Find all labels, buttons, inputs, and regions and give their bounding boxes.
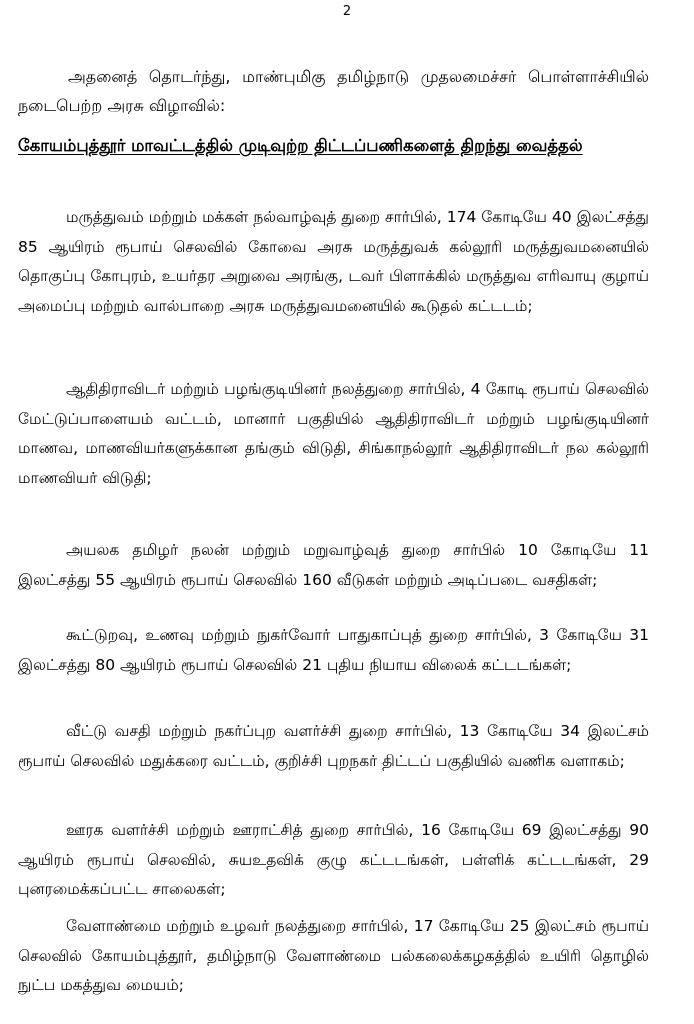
- paragraph-overseas-tamils: அயலக தமிழர் நலன் மற்றும் மறுவாழ்வுத் துறை சார்பில் 10 கோடியே 11 இலட்சத்து 55 ஆயிரம் ரூபாய் செலவில் 160 வீடுகள் மற்றும் அடிப்படை வசதிகள்;: [18, 541, 649, 589]
- section-heading: கோயம்புத்தூர் மாவட்டத்தில் முடிவுற்ற திட்டப்பணிகளைத் திறந்து வைத்தல்: [18, 136, 583, 155]
- paragraph-adi-dravidar: ஆதிதிராவிடர் மற்றும் பழங்குடியினர் நலத்துறை சார்பில், 4 கோடி ரூபாய் செலவில் மேட்டுப்பாளையம் வட்டம், மானார் பகுதியில் ஆதிதிராவிடர் மற்றும் பழங்குடியினர் மாணவ, மாணவியர்களுக்கான தங்கும் விடுதி, சிங்காநல்லூர் ஆதிதிராவிடர் நல கல்லூரி மாணவியர் விடுதி;: [18, 380, 649, 487]
- paragraph-cooperation: கூட்டுறவு, உணவு மற்றும் நுகர்வோர் பாதுகாப்புத் துறை சார்பில், 3 கோடியே 31 இலட்சத்து 80 ஆயிரம் ரூபாய் செலவில் 21 புதிய நியாய விலைக் கட்டடங்கள்;: [18, 626, 649, 674]
- paragraph-rural-development: ஊரக வளர்ச்சி மற்றும் ஊராட்சித் துறை சார்பில், 16 கோடியே 69 இலட்சத்து 90 ஆயிரம் ரூபாய் செலவில், சுயஉதவிக் குழு கட்டடங்கள், பள்ளிக் கட்டடங்கள், 29 புனரமைக்கப்பட்ட சாலைகள்;: [18, 821, 649, 898]
- paragraph-medical: மருத்துவம் மற்றும் மக்கள் நல்வாழ்வுத் துறை சார்பில், 174 கோடியே 40 இலட்சத்து 85 ஆயிரம் ரூபாய் செலவில் கோவை அரசு மருத்துவக் கல்லூரி மருத்துவமனையில் தொகுப்பு கோபுரம், உயர்தர அறுவை அரங்கு, டவர் பிளாக்கில் மருத்துவ எரிவாயு குழாய் அமைப்பு மற்றும் வால்பாறை அரசு மருத்துவமனையில் கூடுதல் கட்டடம்;: [18, 208, 649, 315]
- page-number: 2: [342, 4, 352, 19]
- intro-paragraph: அதனைத் தொடர்ந்து, மாண்புமிகு தமிழ்நாடு முதலமைச்சர் பொள்ளாச்சியில் நடைபெற்ற அரசு விழாவில்:: [18, 67, 649, 115]
- paragraph-agriculture: வேளாண்மை மற்றும் உழவர் நலத்துறை சார்பில், 17 கோடியே 25 இலட்சம் ரூபாய் செலவில் கோயம்புத்தூர், தமிழ்நாடு வேளாண்மை பல்கலைக்கழகத்தில் உயிரி தொழில் நுட்ப மகத்துவ மையம்;: [18, 917, 649, 994]
- paragraph-housing: வீட்டு வசதி மற்றும் நகர்ப்புற வளர்ச்சி துறை சார்பில், 13 கோடியே 34 இலட்சம் ரூபாய் செலவில் மதுக்கரை வட்டம், குறிச்சி புறநகர் திட்டப் பகுதியில் வணிக வளாகம்;: [18, 722, 649, 770]
